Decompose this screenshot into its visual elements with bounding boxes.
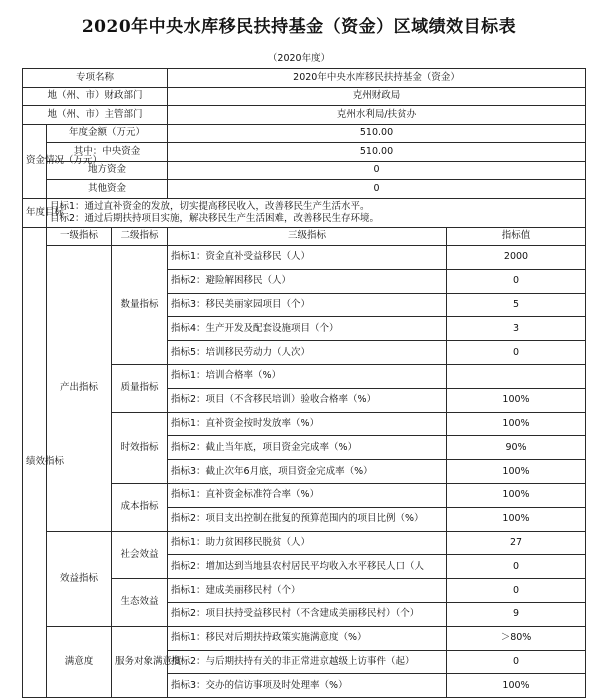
level1-benefit: 效益指标 [47,531,112,626]
level1-output: 产出指标 [47,246,112,532]
indicator-name: 指标2：项目（不含移民培训）验收合格率（%） [168,388,447,412]
col-header-level3: 三级指标 [168,227,447,246]
indicator-value: 100% [447,674,586,698]
admin-dept-label: 地（州、市）主管部门 [23,106,168,125]
level2-timeliness: 时效指标 [112,412,168,483]
indicator-value: 90% [447,436,586,460]
indicator-value: 100% [447,460,586,484]
indicator-value: ＞80% [447,626,586,650]
goal-line: 目标2：通过后期扶持项目实施，解决移民生产生活困难，改善移民生存环境。 [50,212,380,224]
level2-quantity: 数量指标 [112,246,168,365]
indicator-name: 指标3：移民美丽家园项目（个） [168,293,447,317]
indicator-value: 0 [447,341,586,365]
indicator-value: 0 [447,555,586,579]
finance-dept-label: 地（州、市）财政部门 [23,87,168,106]
document-title: 2020年中央水库移民扶持基金（资金）区域绩效目标表 [81,17,517,37]
indicator-value: 3 [447,317,586,341]
level1-satisfaction: 满意度 [47,626,112,697]
indicator-name: 指标2：项目支出控制在批复的预算范围内的项目比例（%） [168,507,447,531]
indicator-name: 指标2：增加达到当地县农村居民平均收入水平移民人口（人 [168,555,447,579]
indicator-name: 指标1：移民对后期扶持政策实施满意度（%） [168,626,447,650]
indicator-value: 0 [447,579,586,603]
indicator-name: 指标5：培训移民劳动力（人次） [168,341,447,365]
indicator-name: 指标3：截止次年6月底，项目资金完成率（%） [168,460,447,484]
fund-label: 年度金额（万元） [47,124,168,143]
indicator-name: 指标1：培训合格率（%） [168,364,447,388]
indicator-value: 0 [447,269,586,293]
indicator-name: 指标2：项目扶持受益移民村（不含建成美丽移民村）（个） [168,602,447,626]
indicator-name: 指标2：与后期扶持有关的非正常进京越级上访事件（起） [168,650,447,674]
indicators-group-label: 绩效指标 [23,227,47,698]
annual-goals-text [47,198,586,227]
indicator-value: 5 [447,293,586,317]
finance-dept-value: 克州财政局 [168,87,586,106]
level2-social: 社会效益 [112,531,168,579]
indicator-name: 指标2：截止当年底，项目资金完成率（%） [168,436,447,460]
indicator-value: 2000 [447,246,586,270]
indicator-value: 100% [447,483,586,507]
performance-target-table [22,68,586,698]
annual-goals-label: 年度目标 [23,198,47,227]
indicator-name: 指标1：建成美丽移民村（个） [168,579,447,603]
col-header-level2: 二级指标 [112,227,168,246]
fund-label: 其他资金 [47,180,168,199]
project-name-label: 专项名称 [23,69,168,88]
indicator-value [447,364,586,388]
indicator-name: 指标4：生产开发及配套设施项目（个） [168,317,447,341]
fund-value: 0 [168,161,586,180]
indicator-value: 0 [447,650,586,674]
indicator-name: 指标1：直补资金按时发放率（%） [168,412,447,436]
col-header-level1: 一级指标 [47,227,112,246]
indicator-name: 指标1：助力贫困移民脱贫（人） [168,531,447,555]
indicator-value: 100% [447,507,586,531]
level2-ecological: 生态效益 [112,579,168,627]
fund-value: 0 [168,180,586,199]
indicator-name: 指标2：避险解困移民（人） [168,269,447,293]
fund-label: 地方资金 [47,161,168,180]
document-year: （2020年度） [267,53,331,64]
project-name-value: 2020年中央水库移民扶持基金（资金） [168,69,586,88]
fund-label: 其中：中央资金 [47,143,168,162]
indicator-value: 27 [447,531,586,555]
indicator-value: 100% [447,388,586,412]
indicator-name: 指标1：资金直补受益移民（人） [168,246,447,270]
col-header-value: 指标值 [447,227,586,246]
indicator-name: 指标1：直补资金标准符合率（%） [168,483,447,507]
fund-value: 510.00 [168,124,586,143]
indicator-name: 指标3：交办的信访事项及时处理率（%） [168,674,447,698]
fund-value: 510.00 [168,143,586,162]
indicator-value: 9 [447,602,586,626]
level2-quality: 质量指标 [112,364,168,412]
goal-line: 目标1：通过直补资金的发放，切实提高移民收入，改善移民生产生活水平。 [50,200,370,212]
level2-cost: 成本指标 [112,483,168,531]
level2-service-satisfaction: 服务对象满意度 [112,626,168,697]
funds-group-label: 资金情况（万元） [23,124,47,198]
admin-dept-value: 克州水利局/扶贫办 [168,106,586,125]
indicator-value: 100% [447,412,586,436]
